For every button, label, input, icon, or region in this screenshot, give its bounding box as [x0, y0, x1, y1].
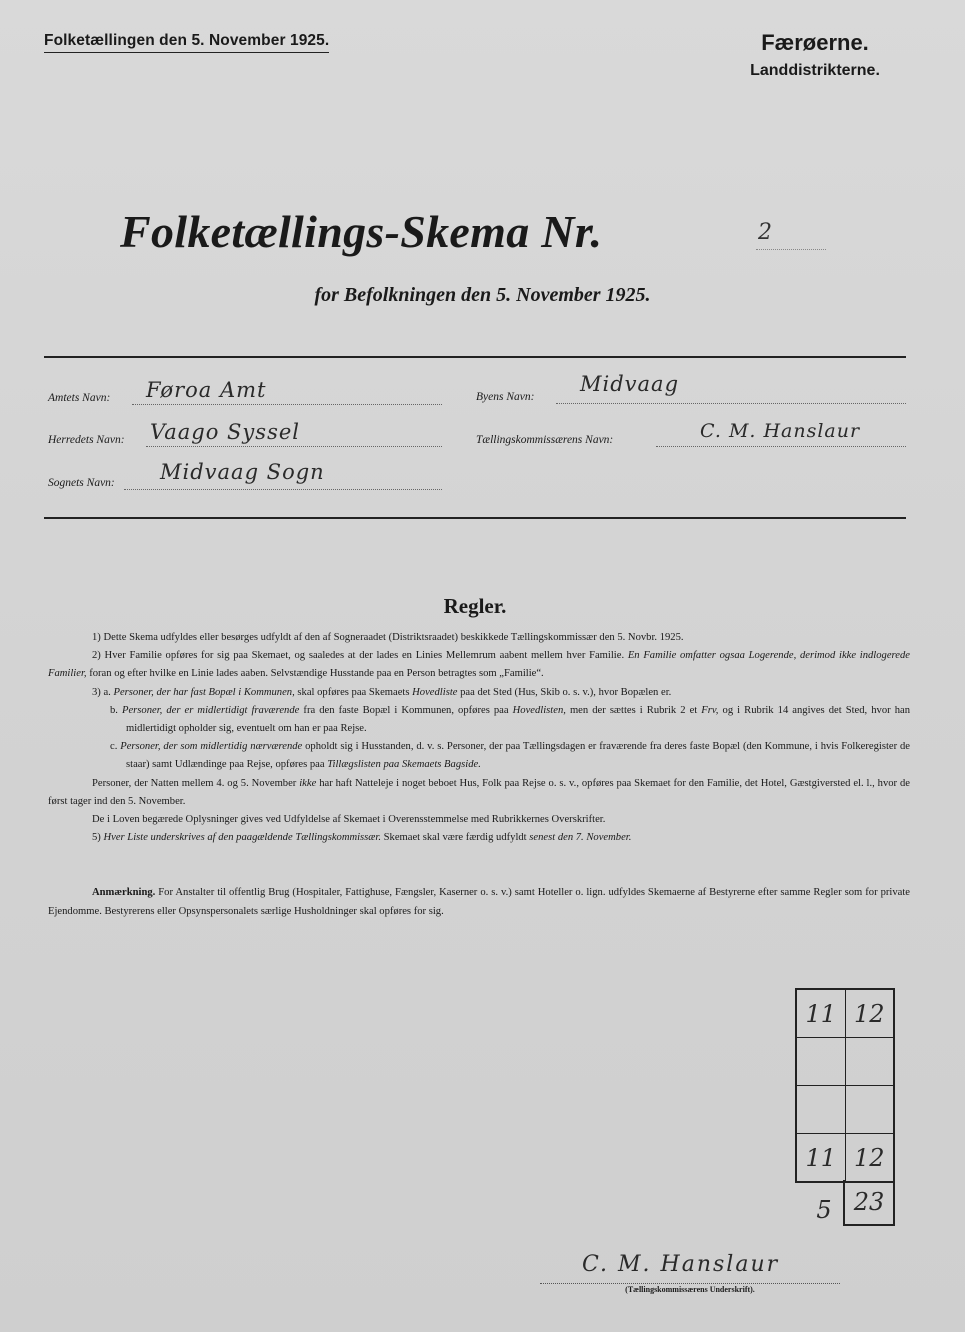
rule-4: De i Loven begærede Oplysninger gives ved Udfyldelse af Skemaet i Overensstemmelse med Rubrikkernes Overskrifter. — [92, 814, 606, 826]
amt-line — [132, 404, 442, 405]
tally-extra-box[interactable]: 23 — [843, 1180, 895, 1226]
tally-cell[interactable]: 12 — [845, 990, 894, 1037]
rule-3b: b. Personer, der er midlertidigt fraværende fra den faste Bopæl i Kommunen, opføres paa Hovedlisten, men der sættes i Rubrik 2 et Frv, og i Rubrik 14 angives det Sted, hvor han midlertidigt opholder sig, eventuelt om han er paa Rejse. — [110, 704, 911, 735]
tally-cell[interactable]: 12 — [845, 1134, 894, 1181]
by-label: Byens Navn: — [476, 391, 535, 403]
amt-value[interactable]: Føroa Amt — [146, 378, 267, 402]
tally-row — [797, 1134, 893, 1181]
kommissaer-value[interactable]: C. M. Hanslaur — [700, 420, 861, 442]
tally-cell[interactable] — [797, 1038, 845, 1085]
rule-1: 1) Dette Skema udfyldes eller besørges udfyldt af den af Sogneraadet (Distriktsraadet) beskikkede Tællingskommissær den 5. Novbr. 1925. — [92, 632, 684, 643]
signature-value[interactable]: C. M. Hanslaur — [582, 1252, 780, 1277]
divider-top — [44, 356, 906, 358]
tally-extra-left: 5 — [816, 1196, 832, 1224]
by-value[interactable]: Midvaag — [580, 372, 680, 396]
sogn-label: Sognets Navn: — [48, 477, 115, 489]
district-header: Landdistrikterne. — [750, 62, 880, 79]
tally-grid — [795, 988, 895, 1183]
rule-3-note: Personer, der Natten mellem 4. og 5. November ikke har haft Natteleje i noget beboet Hus, Folk paa Rejse o. s. v., opføres paa Skemaet for den Familie, det Hotel, Gæstgiversted el. l., hvor de først tager ind den 5. November. — [48, 777, 910, 807]
rule-3a: 3) a. Personer, der har fast Bopæl i Kommunen, skal opføres paa Skemaets Hovedliste paa det Sted (Hus, Skib o. s. v.), hvor Bopælen er. — [92, 686, 672, 698]
divider-bottom — [44, 517, 906, 519]
tally-row — [797, 1086, 893, 1134]
sogn-line — [124, 489, 442, 490]
form-number-line — [756, 249, 826, 250]
form-number: 2 — [758, 220, 772, 245]
rule-5: 5) Hver Liste underskrives af den paagældende Tællingskommissær. Skemaet skal være færdig udfyldt senest den 7. November. — [92, 832, 632, 844]
signature-line — [540, 1283, 840, 1284]
kommissaer-label: Tællingskommissærens Navn: — [476, 434, 614, 446]
rule-2: 2) Hver Familie opføres for sig paa Skemaet, og saaledes at der lades en Linies Mellemrum aabent mellem hver Familie. En Familie omfatter ogsaa Logerende, derimod ikke indlogerede Familier, foran og efter hvilke en Linie lades aaben. Selvstændige Husstande paa en Person betragtes som „Familie“. — [48, 650, 910, 680]
tally-cell[interactable]: 11 — [805, 1143, 837, 1172]
region-header: Færøerne. — [761, 30, 869, 55]
rule-3c: c. Personer, der som midlertidig nærværende opholdt sig i Husstanden, d. v. s. Personer, der paa Tællingsdagen er fraværende fra deres faste Bopæl (den Kommune, i hvis Folkeregister de staar) samt Udlændinge paa Rejse, opføres paa Tillægslisten paa Skemaets Bagside. — [110, 741, 910, 771]
tally-row — [797, 990, 893, 1038]
tally-row — [797, 1038, 893, 1086]
form-title: Folketællings-Skema Nr. — [120, 206, 603, 257]
census-date-header: Folketællingen den 5. November 1925. — [44, 32, 329, 53]
sogn-value[interactable]: Midvaag Sogn — [160, 460, 325, 484]
rules-text — [48, 629, 910, 847]
by-line — [556, 403, 906, 404]
tally-cell[interactable] — [845, 1086, 894, 1133]
form-subtitle: for Befolkningen den 5. November 1925. — [314, 284, 651, 306]
tally-cell[interactable] — [797, 1086, 845, 1133]
herred-value[interactable]: Vaago Syssel — [150, 420, 300, 444]
rules-heading: Regler. — [443, 594, 507, 618]
tally-cell[interactable] — [845, 1038, 894, 1085]
remark-text: Anmærkning. For Anstalter til offentlig Brug (Hospitaler, Fattighuse, Fængsler, Kaserner o. s. v.) samt Hoteller o. lign. udfyldes Skemaerne af Bestyrerne efter samme Regler som for private Ejendomme. Bestyrerens eller Opsynspersonalets særlige Husholdninger skal opføres for sig. — [48, 887, 910, 917]
tally-cell[interactable]: 11 — [805, 999, 837, 1028]
kommissaer-line — [656, 446, 906, 447]
amt-label: Amtets Navn: — [48, 392, 111, 404]
signature-caption: (Tællingskommissærens Underskrift). — [625, 1285, 755, 1294]
herred-label: Herredets Navn: — [48, 434, 125, 446]
herred-line — [146, 446, 442, 447]
